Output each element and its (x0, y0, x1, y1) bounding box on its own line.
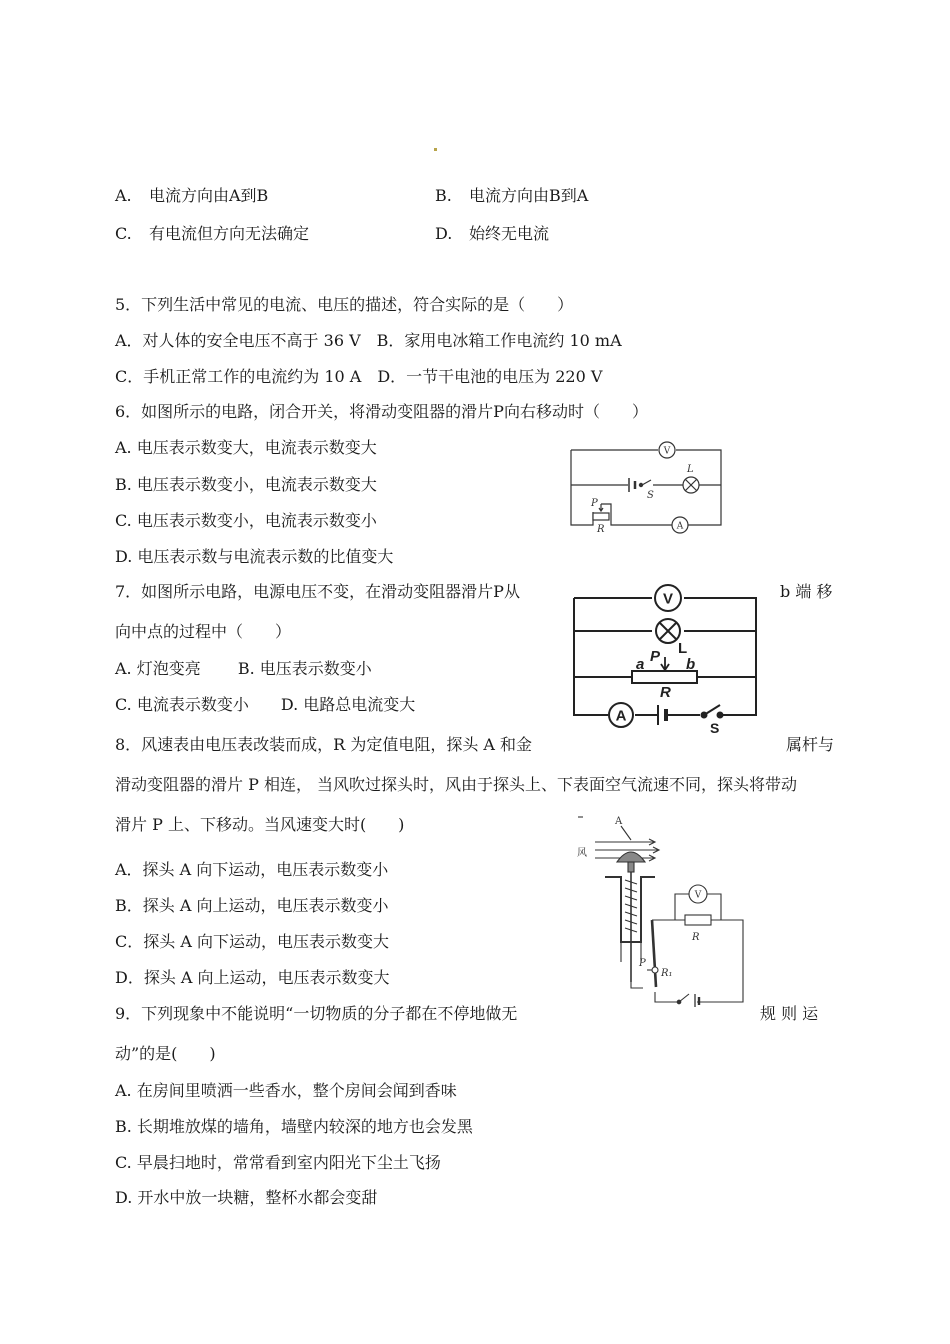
q8-stem-line2: 滑动变阻器的滑片 P 相连， 当风吹过探头时，风由于探头上、下表面空气流速不同，探头将带动 (115, 775, 798, 794)
q7-battery-icon (658, 705, 666, 725)
q9-option-c: C. 早晨扫地时，常常看到室内阳光下尘土飞扬 (115, 1153, 441, 1172)
q8-battery-icon (695, 994, 699, 1007)
q7-ammeter-label: A (615, 707, 627, 725)
q8-voltmeter-label: V (694, 890, 702, 901)
q7-voltmeter-icon (655, 585, 681, 611)
q8-resistor-icon (685, 915, 711, 925)
q6-option-d: D. 电压表示数与电流表示数的比值变大 (115, 547, 394, 566)
q6-rheostat-label: R (597, 524, 605, 535)
q6-ammeter-label: A (676, 521, 684, 532)
q8-wind-label: 风 (577, 848, 587, 859)
q7-end-a-label: a (636, 656, 645, 673)
q9-stem-line2: 动”的是( ) (115, 1044, 216, 1063)
q4-option-d-text: 始终无电流 (469, 224, 550, 243)
q4-option-a-text: 电流方向由A到B (149, 186, 269, 205)
q7-options-line2: C. 电流表示数变小 D. 电路总电流变大 (115, 695, 416, 714)
q8-option-c: C．探头 A 向下运动，电压表示数变大 (115, 932, 389, 951)
q7-switch-label: S (710, 720, 720, 736)
q8-option-a: A．探头 A 向下运动，电压表示数变小 (115, 860, 389, 879)
q8-voltmeter-icon (689, 885, 707, 903)
q9-option-a: A. 在房间里喷洒一些香水，整个房间会闻到香味 (115, 1081, 457, 1100)
q8-slider-label: P (639, 958, 646, 969)
scan-speck (434, 148, 437, 151)
q6-option-b: B. 电压表示数变小，电流表示数变大 (115, 475, 377, 494)
q5-stem: 5．下列生活中常见的电流、电压的描述，符合实际的是（ ） (115, 295, 574, 314)
q9-stem-left: 9．下列现象中不能说明“一切物质的分子都在不停地做无 (115, 1004, 518, 1023)
q4-option-c-letter: C. (115, 224, 132, 243)
q6-voltmeter-label: V (663, 446, 671, 457)
q8-switch-icon (677, 994, 689, 1004)
q9-option-b: B. 长期堆放煤的墙角，墙壁内较深的地方也会发黑 (115, 1117, 473, 1136)
q8-stem-left: 8．风速表由电压表改装而成，R 为定值电阻，探头 A 和金 (115, 735, 533, 754)
q5-options-line2: C．手机正常工作的电流约为 10 A D．一节干电池的电压为 220 V (115, 367, 603, 386)
q6-option-c: C. 电压表示数变小，电流表示数变小 (115, 511, 377, 530)
q7-options-line1: A. 灯泡变亮 B. 电压表示数变小 (115, 659, 372, 678)
q4-option-b-text: 电流方向由B到A (469, 186, 589, 205)
q7-stem-left: 7．如图所示电路，电源电压不变，在滑动变阻器滑片P从 (115, 582, 520, 601)
q7-voltmeter-label: V (662, 590, 674, 608)
q8-rheostat-icon (647, 920, 658, 987)
q6-ammeter-icon (672, 517, 688, 533)
q6-slider-label: P (591, 498, 598, 509)
q9-stem-right: 规 则 运 (760, 1004, 819, 1023)
q8-option-b: B．探头 A 向上运动，电压表示数变小 (115, 896, 389, 915)
q8-wind-meter-diagram (575, 812, 750, 1007)
q8-probe-label: A (615, 816, 623, 827)
q8-probe-icon (617, 852, 645, 872)
q6-stem: 6．如图所示的电路，闭合开关，将滑动变阻器的滑片P向右移动时（ ） (115, 402, 648, 421)
q7-rheostat-label: R (660, 684, 671, 701)
q9-option-d: D. 开水中放一块糖，整杯水都会变甜 (115, 1188, 378, 1207)
q6-voltmeter-icon (659, 442, 675, 458)
q7-ammeter-icon (609, 703, 633, 727)
q7-stem-right: b 端 移 (780, 582, 833, 601)
q6-switch-icon (639, 483, 642, 486)
q8-option-d: D．探头 A 向上运动，电压表示数变大 (115, 968, 390, 987)
q7-stem-line2: 向中点的过程中（ ） (115, 622, 292, 641)
q8-stem-line3: 滑片 P 上、下移动。当风速变大时( ) (115, 815, 405, 834)
q8-rheostat-label: R₁ (661, 968, 673, 979)
q7-lamp-label: L (678, 640, 688, 657)
q7-switch-icon (702, 705, 723, 718)
q6-lamp-icon (683, 477, 699, 493)
q7-end-b-label: b (686, 656, 696, 673)
q6-circuit-diagram (563, 440, 728, 535)
q6-switch-label: S (647, 490, 654, 501)
q4-option-a-letter: A. (115, 186, 132, 205)
q4-option-c-text: 有电流但方向无法确定 (149, 224, 310, 243)
q5-options-line1: A．对人体的安全电压不高于 36 V B．家用电冰箱工作电流约 10 mA (115, 331, 622, 350)
q8-stem-right: 属杆与 (786, 735, 835, 754)
q7-circuit-diagram (570, 583, 770, 736)
q8-resistor-label: R (692, 932, 700, 943)
q7-slider-label: P (650, 648, 661, 665)
q6-battery-icon (629, 478, 635, 492)
q6-option-a: A. 电压表示数变大，电流表示数变大 (115, 438, 377, 457)
q4-option-d-letter: D. (435, 224, 453, 243)
q8-probe-housing-icon (605, 877, 655, 962)
q4-option-b-letter: B. (435, 186, 452, 205)
q7-lamp-icon (656, 619, 680, 643)
q6-lamp-label: L (687, 464, 694, 475)
